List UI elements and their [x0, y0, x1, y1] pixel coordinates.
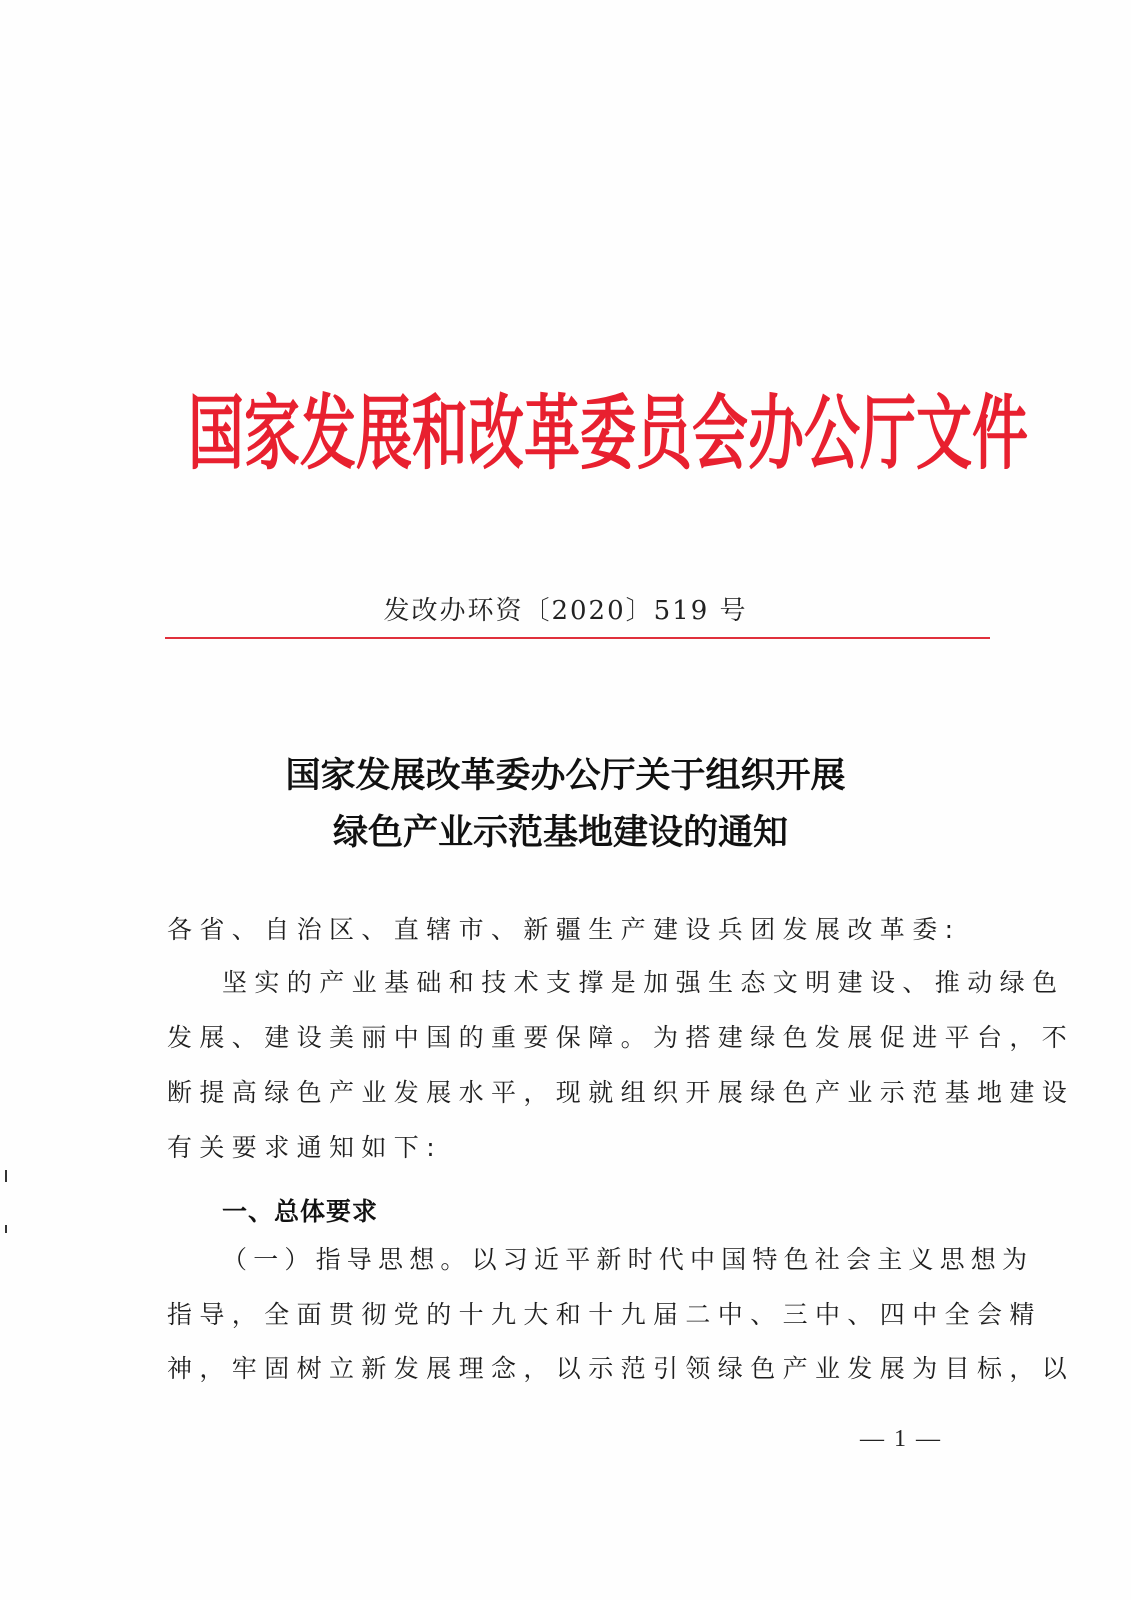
- page-number: — 1 —: [860, 1426, 942, 1452]
- paragraph-1-line-1: 坚实的产业基础和技术支撑是加强生态文明建设、推动绿色: [222, 968, 1065, 997]
- scan-margin-mark: [5, 1170, 7, 1182]
- section-heading: 一、总体要求: [222, 1197, 379, 1226]
- document-title-line-1: 国家发展改革委办公厅关于组织开展: [285, 755, 846, 796]
- paragraph-1-line-2: 发展、建设美丽中国的重要保障。为搭建绿色发展促进平台，不: [167, 1023, 1075, 1052]
- paragraph-1-line-4: 有关要求通知如下:: [167, 1133, 443, 1162]
- salutation: 各省、自治区、直辖市、新疆生产建设兵团发展改革委:: [167, 915, 961, 944]
- scan-margin-mark: [5, 1225, 7, 1233]
- paragraph-2-line-1: （一）指导思想。以习近平新时代中国特色社会主义思想为: [222, 1245, 1034, 1274]
- paragraph-2-line-3: 神，牢固树立新发展理念，以示范引领绿色产业发展为目标，以: [167, 1354, 1075, 1383]
- document-number: 发改办环资〔2020〕519 号: [383, 596, 748, 626]
- red-separator-line: [165, 637, 990, 639]
- issuing-authority-header: 国家发展和改革委员会办公厅文件: [188, 387, 1028, 482]
- document-title-line-2: 绿色产业示范基地建设的通知: [332, 812, 788, 853]
- paragraph-2-line-2: 指导，全面贯彻党的十九大和十九届二中、三中、四中全会精: [167, 1300, 1042, 1329]
- paragraph-1-line-3: 断提高绿色产业发展水平，现就组织开展绿色产业示范基地建设: [167, 1078, 1075, 1107]
